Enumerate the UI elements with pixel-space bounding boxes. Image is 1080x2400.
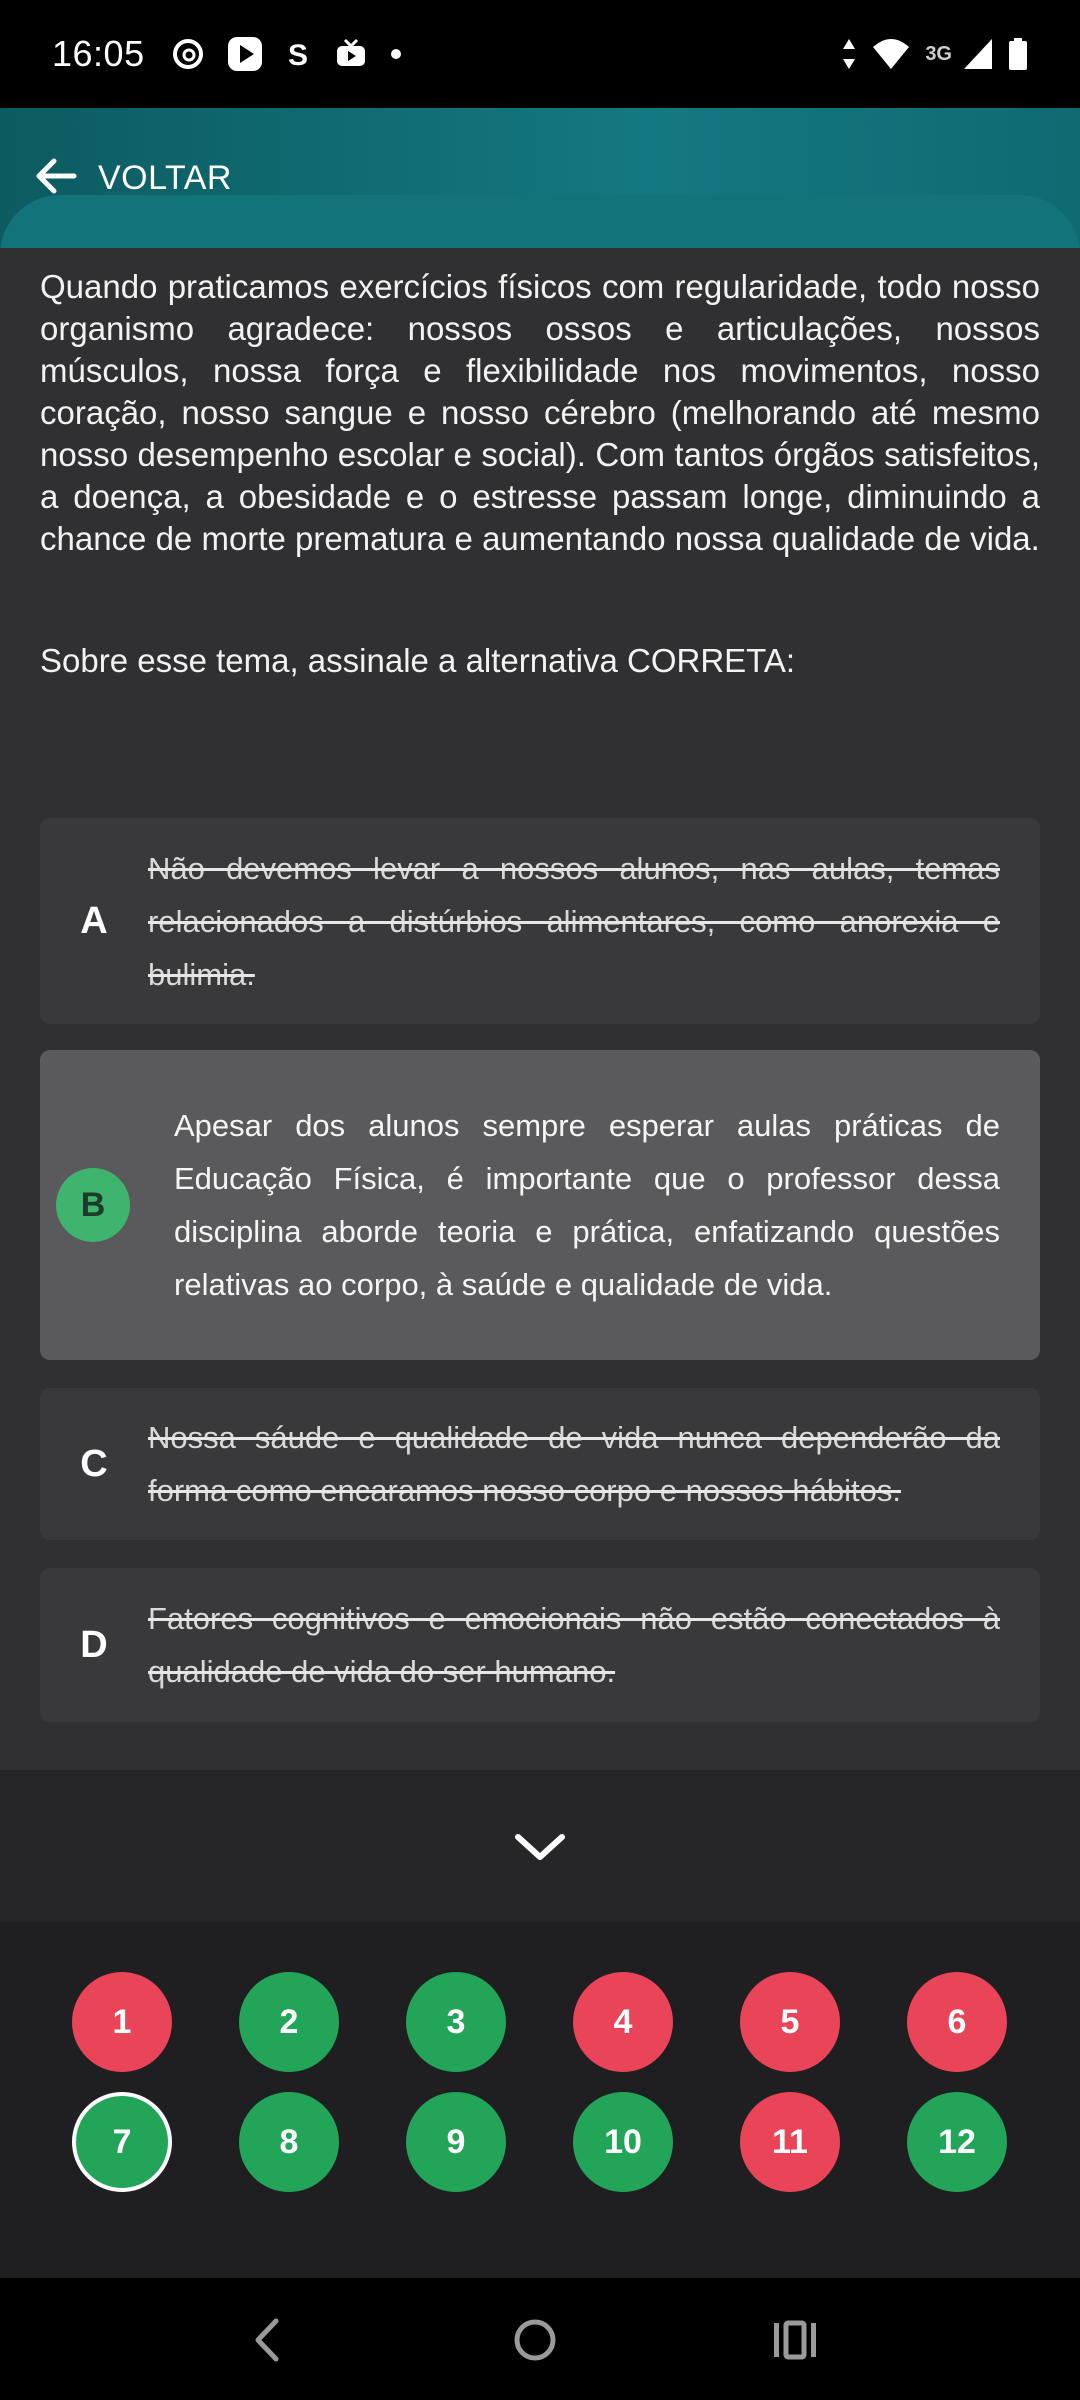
question-button-5[interactable]: 5 <box>740 1972 840 2072</box>
question-button-6[interactable]: 6 <box>907 1972 1007 2072</box>
question-button-12[interactable]: 12 <box>907 2092 1007 2192</box>
question-button-9[interactable]: 9 <box>406 2092 506 2192</box>
option-text: Apesar dos alunos sempre esperar aulas práticas de Educação Física, é importante que o professor dessa disciplina aborde teoria e prática, enfatizando questões relativas ao corpo, à saúde e qualidade de vida. <box>174 1108 1000 1302</box>
question-button-8[interactable]: 8 <box>239 2092 339 2192</box>
play-icon <box>227 36 263 72</box>
dot-icon <box>389 47 403 61</box>
question-button-10[interactable]: 10 <box>573 2092 673 2192</box>
option-letter: D <box>80 1623 108 1666</box>
option-letter: A <box>80 899 108 942</box>
option-text: Não devemos levar a nossos alunos, nas aulas, temas relacionados a distúrbios alimentares, como anorexia e bulimia. <box>148 850 1000 992</box>
question-button-1[interactable]: 1 <box>72 1972 172 2072</box>
option-c[interactable] <box>40 1388 1040 1540</box>
arrow-left-icon <box>34 153 80 204</box>
back-button[interactable] <box>34 148 232 208</box>
question-content <box>0 248 1080 1768</box>
status-bar <box>0 0 1080 108</box>
question-button-4[interactable]: 4 <box>573 1972 673 2072</box>
option-d[interactable] <box>40 1568 1040 1722</box>
data-arrows-icon <box>841 37 857 71</box>
s-app-icon <box>285 37 313 71</box>
option-a[interactable] <box>40 818 1040 1024</box>
battery-icon <box>1008 37 1028 71</box>
option-b[interactable] <box>40 1050 1040 1360</box>
status-time: 16:05 <box>52 33 145 74</box>
threads-icon <box>171 37 205 71</box>
network-type-label: 3G <box>925 42 952 65</box>
question-button-11[interactable]: 11 <box>740 2092 840 2192</box>
nav-recents-icon[interactable] <box>765 2310 825 2370</box>
nav-home-icon[interactable] <box>505 2310 565 2370</box>
question-button-7[interactable]: 7 <box>72 2092 172 2192</box>
system-navigation-bar <box>0 2278 1080 2400</box>
question-text: Quando praticamos exercícios físicos com regularidade, todo nosso organismo agradece: nossos ossos e articulações, nossos músculos, nossa força e flexibilidade nos movimentos, nosso coração, nosso sangue e nosso cérebro (melhorando até mesmo nosso desempenho escolar e social). Com tantos órgãos satisfeitos, a doença, a obesidade e o estresse passam longe, diminuindo a chance de morte prematura e aumentando nossa qualidade de vida. <box>40 268 1040 557</box>
signal-icon <box>962 37 994 71</box>
collapse-panel-bar <box>0 1770 1080 1922</box>
wifi-icon <box>871 37 911 71</box>
option-text: Fatores cognitivos e emocionais não estão conectados à qualidade de vida do ser humano. <box>148 1601 1000 1689</box>
system-icons <box>841 37 1028 71</box>
question-button-2[interactable]: 2 <box>239 1972 339 2072</box>
svg-text:S: S <box>287 39 308 71</box>
question-prompt: Sobre esse tema, assinale a alternativa CORRETA: <box>40 642 796 679</box>
option-letter: C <box>80 1442 108 1485</box>
notification-icons <box>171 36 403 72</box>
option-letter-badge: B <box>56 1168 130 1242</box>
nav-back-icon[interactable] <box>238 2310 298 2370</box>
tv-app-icon <box>335 38 367 70</box>
chevron-down-icon[interactable] <box>510 1827 570 1867</box>
question-navigation-panel <box>0 1922 1080 2278</box>
question-button-3[interactable]: 3 <box>406 1972 506 2072</box>
back-label: VOLTAR <box>98 158 232 197</box>
option-text: Nossa sáude e qualidade de vida nunca dependerão da forma como encaramos nosso corpo e nossos hábitos. <box>148 1420 1000 1508</box>
